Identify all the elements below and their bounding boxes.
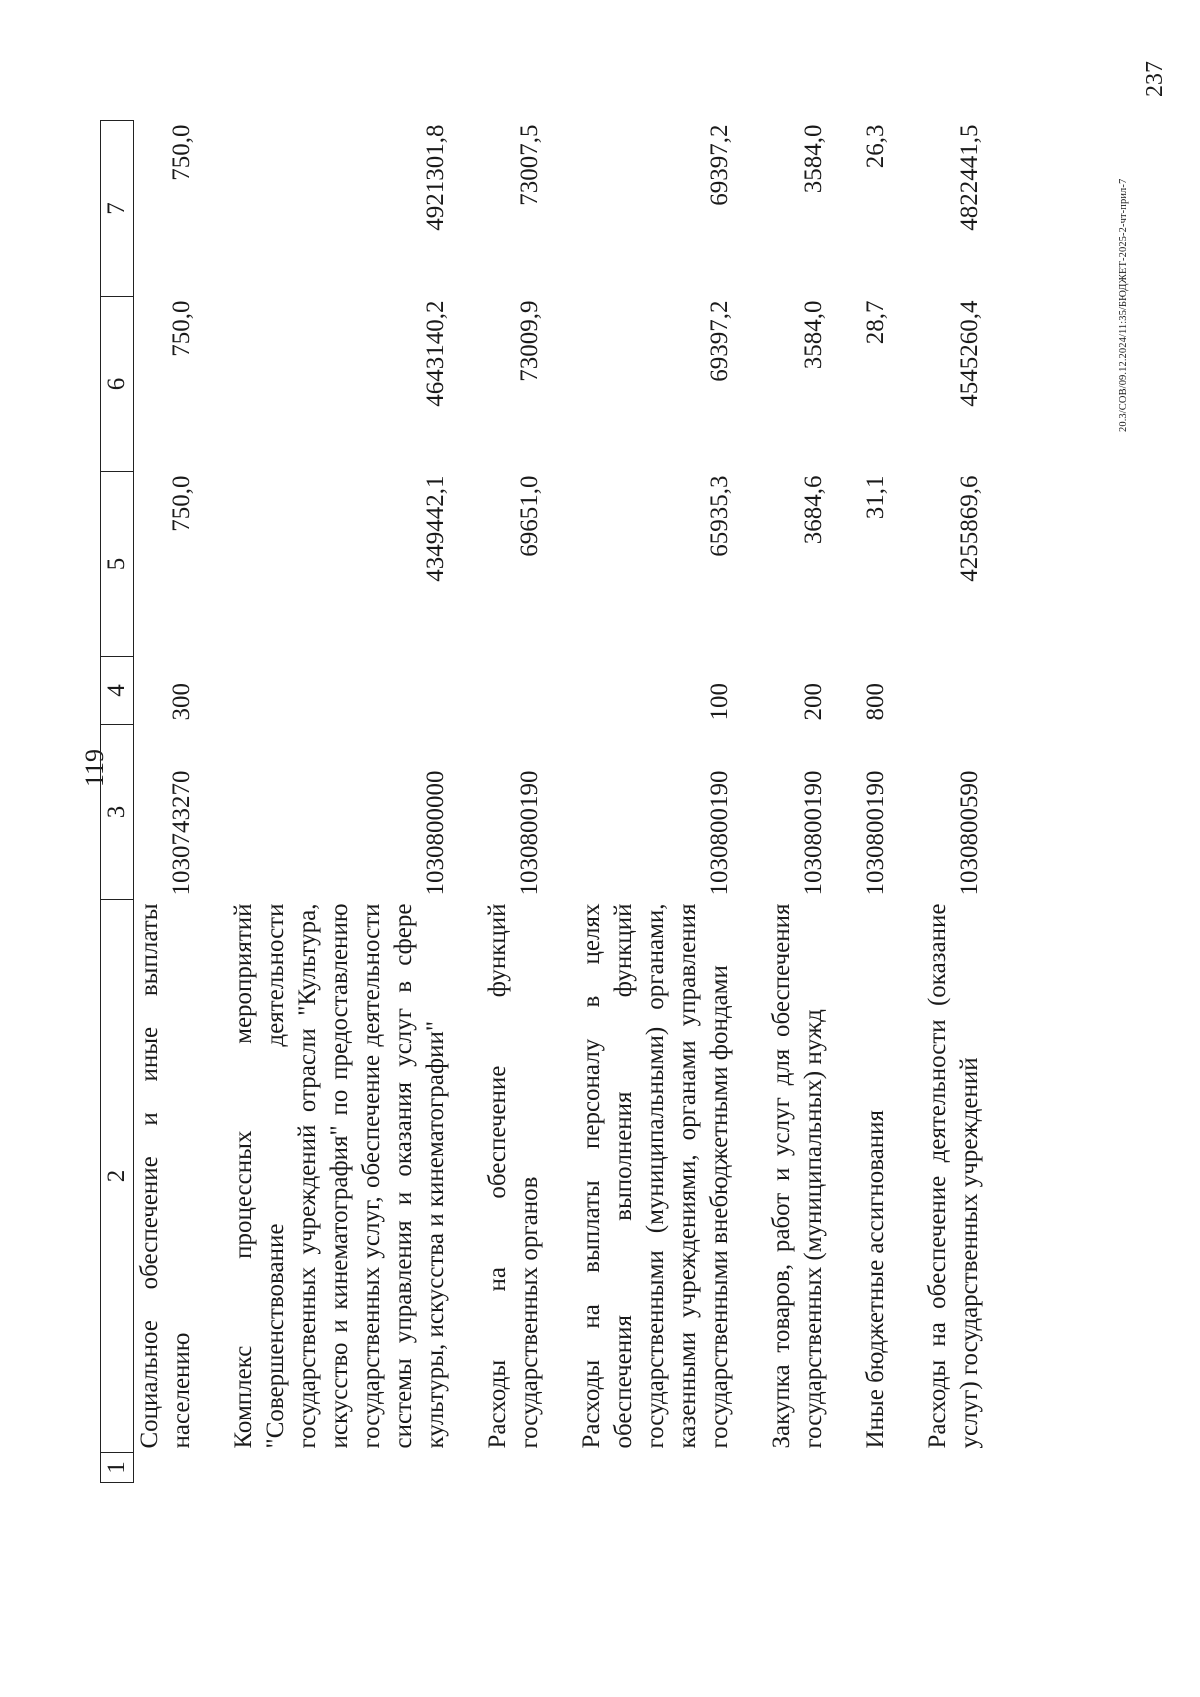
table-row	[860, 121, 922, 1483]
row-value-7: 4822441,5	[956, 124, 983, 231]
row-value-6: 4545260,4	[956, 300, 983, 407]
row-type	[922, 657, 1016, 725]
row-type: 200	[800, 683, 827, 721]
row-name: Закупка товаров, работ и услуг для обеспечения государственных (муниципальных) нужд	[768, 903, 827, 1449]
sheet-number: 237	[1142, 61, 1168, 97]
row-name: Расходы на выплаты персоналу в целях обеспечения выполнения функций государственными (муниципальными) органами, казенными учреждениями, органами управления государственными внебюджетными фондами	[578, 903, 733, 1449]
row-value-7: 69397,2	[706, 124, 733, 206]
table-row	[766, 121, 860, 1483]
header-col-2: 2	[101, 900, 134, 1453]
row-value-7: 3584,0	[800, 124, 827, 194]
header-col-7: 7	[101, 121, 134, 297]
row-code: 1030800190	[800, 770, 827, 896]
row-value-5: 4349442,1	[422, 475, 449, 582]
row-type: 800	[862, 683, 889, 721]
row-name: Иные бюджетные ассигнования	[862, 1109, 889, 1449]
row-value-6: 750,0	[168, 300, 195, 357]
row-name: Расходы на обеспечение деятельности (оказание услуг) государственных учреждений	[924, 903, 983, 1449]
table-row	[134, 121, 229, 1483]
row-code: 1030800190	[706, 770, 733, 896]
row-name: Социальное обеспечение и иные выплаты населению	[136, 903, 195, 1449]
row-value-5: 4255869,6	[956, 475, 983, 582]
row-code: 1030743270	[168, 770, 195, 896]
table-row	[922, 121, 1016, 1483]
budget-table	[100, 120, 1016, 1483]
row-value-6: 73009,9	[516, 300, 543, 382]
header-col-5: 5	[101, 472, 134, 657]
row-value-7: 26,3	[862, 124, 889, 169]
row-code: 1030800190	[516, 770, 543, 896]
row-name: Комплекс процессных мероприятий "Совершенствование деятельности государственных учреждений отрасли "Культура, искусство и кинематография" по предоставлению государственных услуг, обеспечение деятельности системы управления и оказания услуг в сфере культуры, искусства и кинематографии"	[230, 903, 449, 1449]
table-row	[228, 121, 482, 1483]
header-row	[101, 121, 134, 1483]
row-value-5: 69651,0	[516, 475, 543, 557]
header-col-3: 3	[101, 725, 134, 900]
row-type	[228, 657, 482, 725]
row-value-5: 3684,6	[800, 475, 827, 545]
row-value-6: 28,7	[862, 300, 889, 345]
header-col-4: 4	[101, 657, 134, 725]
document-code: 20.3/СОВ/09.12.2024/11:35/БЮДЖЕТ-2025-2-чт-прил-7	[1118, 178, 1129, 432]
row-code: 1030800000	[422, 770, 449, 896]
row-value-7: 73007,5	[516, 124, 543, 206]
row-value-7: 750,0	[168, 124, 195, 181]
table-row	[576, 121, 766, 1483]
header-col-6: 6	[101, 297, 134, 472]
row-value-5: 65935,3	[706, 475, 733, 557]
page-number: 119	[80, 748, 109, 787]
row-value-5: 750,0	[168, 475, 195, 532]
row-type	[482, 657, 576, 725]
row-code: 1030800190	[862, 770, 889, 896]
row-value-6: 3584,0	[800, 300, 827, 370]
row-type: 100	[706, 683, 733, 721]
row-type: 300	[168, 683, 195, 721]
row-code: 1030800590	[956, 770, 983, 896]
row-name: Расходы на обеспечение функций государственных органов	[484, 903, 543, 1449]
row-value-6: 4643140,2	[422, 300, 449, 407]
row-value-5: 31,1	[862, 475, 889, 520]
row-value-7: 4921301,8	[422, 124, 449, 231]
header-col-1: 1	[101, 1453, 134, 1483]
table-row	[482, 121, 576, 1483]
row-value-6: 69397,2	[706, 300, 733, 382]
